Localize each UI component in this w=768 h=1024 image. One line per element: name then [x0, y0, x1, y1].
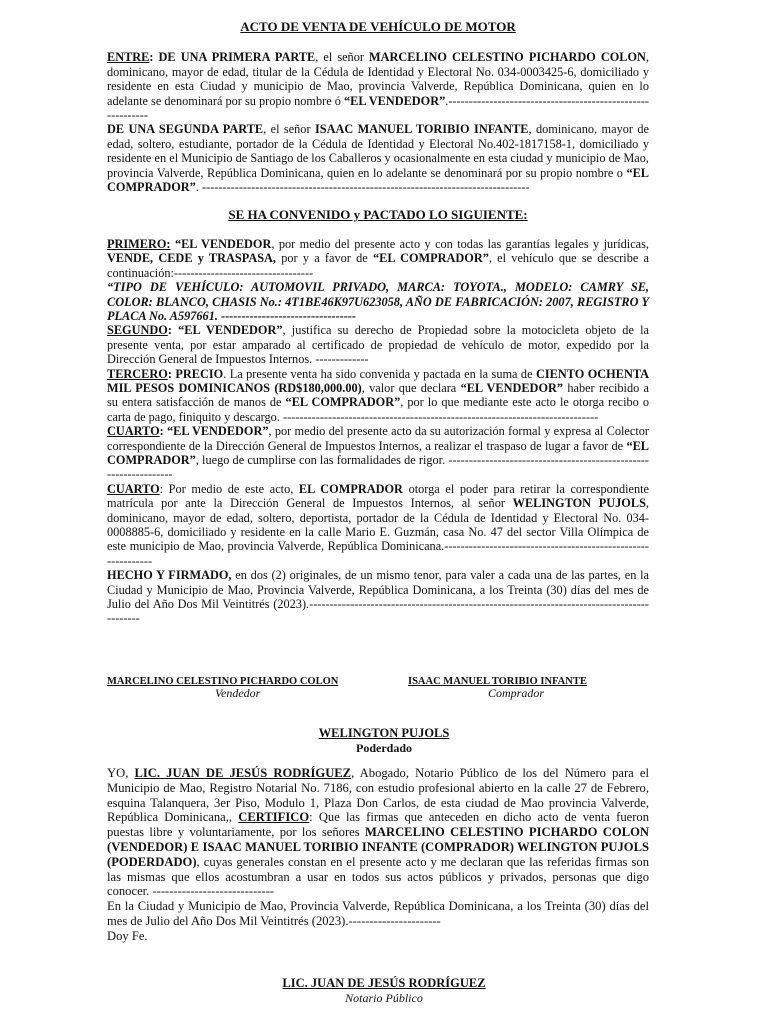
text: : Por medio de este acto, [159, 481, 299, 496]
price-label: : PRECIO [167, 366, 224, 381]
contract-body [107, 20, 649, 626]
clause-label: TERCERO [107, 366, 168, 381]
price-amount: CIENTO OCHENTA MIL PESOS DOMINICANOS (RD$180,000.00) [107, 366, 650, 395]
seller-details: , dominicano, mayor de edad, titular de la Cédula de Identidad y Electoral No. 034-0003425-6, domiciliado y residente en esta Ciudad y municipio de Mao, provincia Valverde, República Dominicana, quien en lo adelante se denominará por su propio nombre ó [107, 50, 650, 108]
proxy-signature [0, 726, 768, 756]
sale-verbs: VENDE, CEDE y TRASPASA, [107, 251, 276, 266]
parties-names: MARCELINO CELESTINO PICHARDO COLON (VENDEDOR) E ISAAC MANUEL TORIBIO INFANTE (COMPRADOR) WELINGTON PUJOLS (PODERDADO) [107, 825, 649, 869]
seller-signature-name: MARCELINO CELESTINO PICHARDO COLON [107, 676, 339, 687]
buyer-alias: “EL COMPRADOR” [107, 165, 649, 195]
notary-name: LIC. JUAN DE JESÚS RODRÍGUEZ [134, 766, 352, 780]
text: , el vehículo que se describe a continuación:---------------------------------- [107, 251, 649, 280]
seller-alias: : “EL VENDEDOR” [167, 323, 283, 338]
document-title: ACTO DE VENTA DE VEHÍCULO DE MOTOR [240, 19, 516, 34]
text: , por medio del presente acto da su autorización formal y expresa al Colector correspondiente de la Dirección General de Impuestos Internos, a realizar el traspaso de lugar a favor de [107, 424, 649, 453]
text: , dominicano, mayor de edad, soltero, deportista, portador de la Cédula de Identidad y Electoral No. 034-0008885-6, domiciliado y residente en la calle Mario E. Guzmán, casa No. 47 del sector Villa Olímpica de este municipio de Mao, provincia Valverde, República Dominicana.------------------------------------------------------------- [107, 496, 649, 568]
text: , Abogado, Notario Público de los del Número para el Municipio de Mao, Registro Notarial No. 7186, con estudio profesional abierto en la calle 27 de Febrero, esquina Talanquera, 3er Piso, Modulo 1, Plaza Don Carlos, de esta ciudad de Mao provincia Valverde, República Dominicana,, [107, 766, 649, 825]
text: , por lo que mediante este acto le otorga recibo o carta de pago, finiquito y descargo. ----------------------------------------------------------------------------- [107, 395, 650, 424]
clause-cuarto-1 [107, 424, 649, 482]
notary-signature-role: Notario Público [345, 991, 423, 1005]
seller-alias: : “EL VENDEDOR” [159, 424, 269, 439]
seller-alias: “EL VENDEDOR” [460, 380, 564, 395]
buyer-name: ISAAC MANUEL TORIBIO INFANTE [314, 122, 529, 137]
buyer-alias: “EL COMPRADOR” [372, 251, 489, 266]
text: en dos (2) originales, de un mismo tenor, para valer a cada una de las partes, en la Ciudad y Municipio de Mao, Provincia Valverde, República Dominicana, a los Treinta (30) días del mes de Julio del Año Dos Mil Veintitrés (2023).------------------------------------------------------------------------------------------- [107, 568, 650, 626]
clause-cuarto-2 [107, 482, 649, 568]
proxy-signature-name: WELINGTON PUJOLS [318, 726, 450, 740]
notary-paragraph [107, 766, 649, 899]
notary-date: En la Ciudad y Municipio de Mao, Provincia Valverde, República Dominicana, a los Treinta (30) días del mes de Julio del Año Dos Mil Veintitrés (2023).---------------------- [107, 899, 649, 928]
seller-alias: “EL VENDEDOR [170, 236, 272, 251]
notary-certification [107, 766, 649, 944]
entre-paragraph-1 [107, 50, 649, 122]
text: : Que las firmas que anteceden en dicho acto de venta fueron puestas libre y voluntariamente, por los señores [107, 810, 649, 840]
first-party-label: : DE UNA PRIMERA PARTE [149, 50, 316, 65]
clause-label: CUARTO [107, 481, 160, 496]
buyer-alias: “EL COMPRADOR” [107, 438, 649, 467]
proxy-name: WELINGTON PUJOLS [512, 496, 646, 511]
text: , el señor [315, 50, 370, 65]
notary-signature [0, 976, 768, 1006]
second-party-label: DE UNA SEGUNDA PARTE [107, 122, 264, 137]
text: otorga el poder para retirar la correspondiente matrícula por ante la Dirección General de Impuestos Internos, al señor [107, 481, 649, 511]
notary-doy-fe: Doy Fe. [107, 928, 148, 943]
text: por y a favor de [276, 251, 373, 266]
seller-alias: “EL VENDEDOR” [344, 93, 446, 108]
clause-label: SEGUNDO [107, 323, 168, 338]
buyer-details: , dominicano, mayor de edad, soltero, estudiante, portador de la Cédula de Identidad y Electoral No.402-1817158-1, domiciliado y residente en el Municipio de Santiago de los Caballeros y ocasionalmente en esta ciudad y municipio de Mao, provincia Valverde, República Dominicana, quien en lo adelante se denominará por su propio nombre o [107, 122, 649, 180]
clause-label: PRIMERO: [107, 236, 171, 251]
clause-tercero [107, 367, 649, 425]
clause-primero [107, 237, 649, 323]
text: , el señor [263, 122, 315, 137]
entre-paragraph-2 [107, 122, 649, 194]
text: , por medio del presente acto y con todas las garantías legales y jurídicas, [271, 236, 649, 251]
proxy-signature-role: Poderdado [355, 741, 412, 755]
buyer-alias: EL COMPRADOR [298, 481, 403, 496]
closing-paragraph [107, 568, 649, 626]
seller-signature-role: Vendedor [215, 686, 261, 700]
signed-label: HECHO Y FIRMADO, [107, 568, 232, 583]
dashes: . -------------------------------------------------------------------------------- [195, 180, 530, 195]
dashes: .----------------------------------------------------------- [107, 93, 649, 123]
text: , luego de cumplirse con las formalidades de rigor. ----------------------------------------------------------------- [107, 452, 649, 482]
agreement-heading: SE HA CONVENIDO y PACTADO LO SIGUIENTE: [228, 207, 528, 223]
text: , valor que declara [361, 380, 461, 395]
seller-name: MARCELINO CELESTINO PICHARDO COLON [369, 50, 646, 65]
notary-signature-name: LIC. JUAN DE JESÚS RODRÍGUEZ [282, 976, 486, 990]
vehicle-description: “TIPO DE VEHÍCULO: AUTOMOVIL PRIVADO, MARCA: TOYOTA., MODELO: CAMRY SE, COLOR: BLANCO, CHASIS No.: 4T1BE46K97U623058, AÑO DE FABRICACIÓN: 2007, REGISTRO Y PLACA No. A597661. --------------------------------- [107, 280, 649, 323]
certifico-label: CERTIFICO [238, 810, 310, 825]
text: YO, [107, 766, 135, 780]
clause-label: CUARTO [107, 424, 160, 439]
text: haber recibido a su entera satisfacción de manos de [107, 380, 650, 410]
clause-segundo [107, 323, 649, 366]
buyer-signature-name: ISAAC MANUEL TORIBIO INFANTE [408, 676, 587, 687]
text: , justifica su derecho de Propiedad sobre la motocicleta objeto de la presente venta, por estar amparado al certificado de propiedad de vehículo de motor, expedido por la Dirección General de Impuestos Internos. ------------- [107, 323, 649, 367]
buyer-signature-role: Comprador [488, 686, 545, 700]
entre-label: ENTRE [107, 50, 150, 65]
text: , cuyas generales constan en el presente acto y me declaran que las referidas firmas son las mismas que ellos acostumbran a usar en todos sus actos públicos y privados, personas que digo conocer. ----------------------------- [107, 854, 649, 899]
buyer-alias: “EL COMPRADOR” [285, 395, 401, 410]
text: . La presente venta ha sido convenida y pactada en la suma de [223, 366, 536, 381]
